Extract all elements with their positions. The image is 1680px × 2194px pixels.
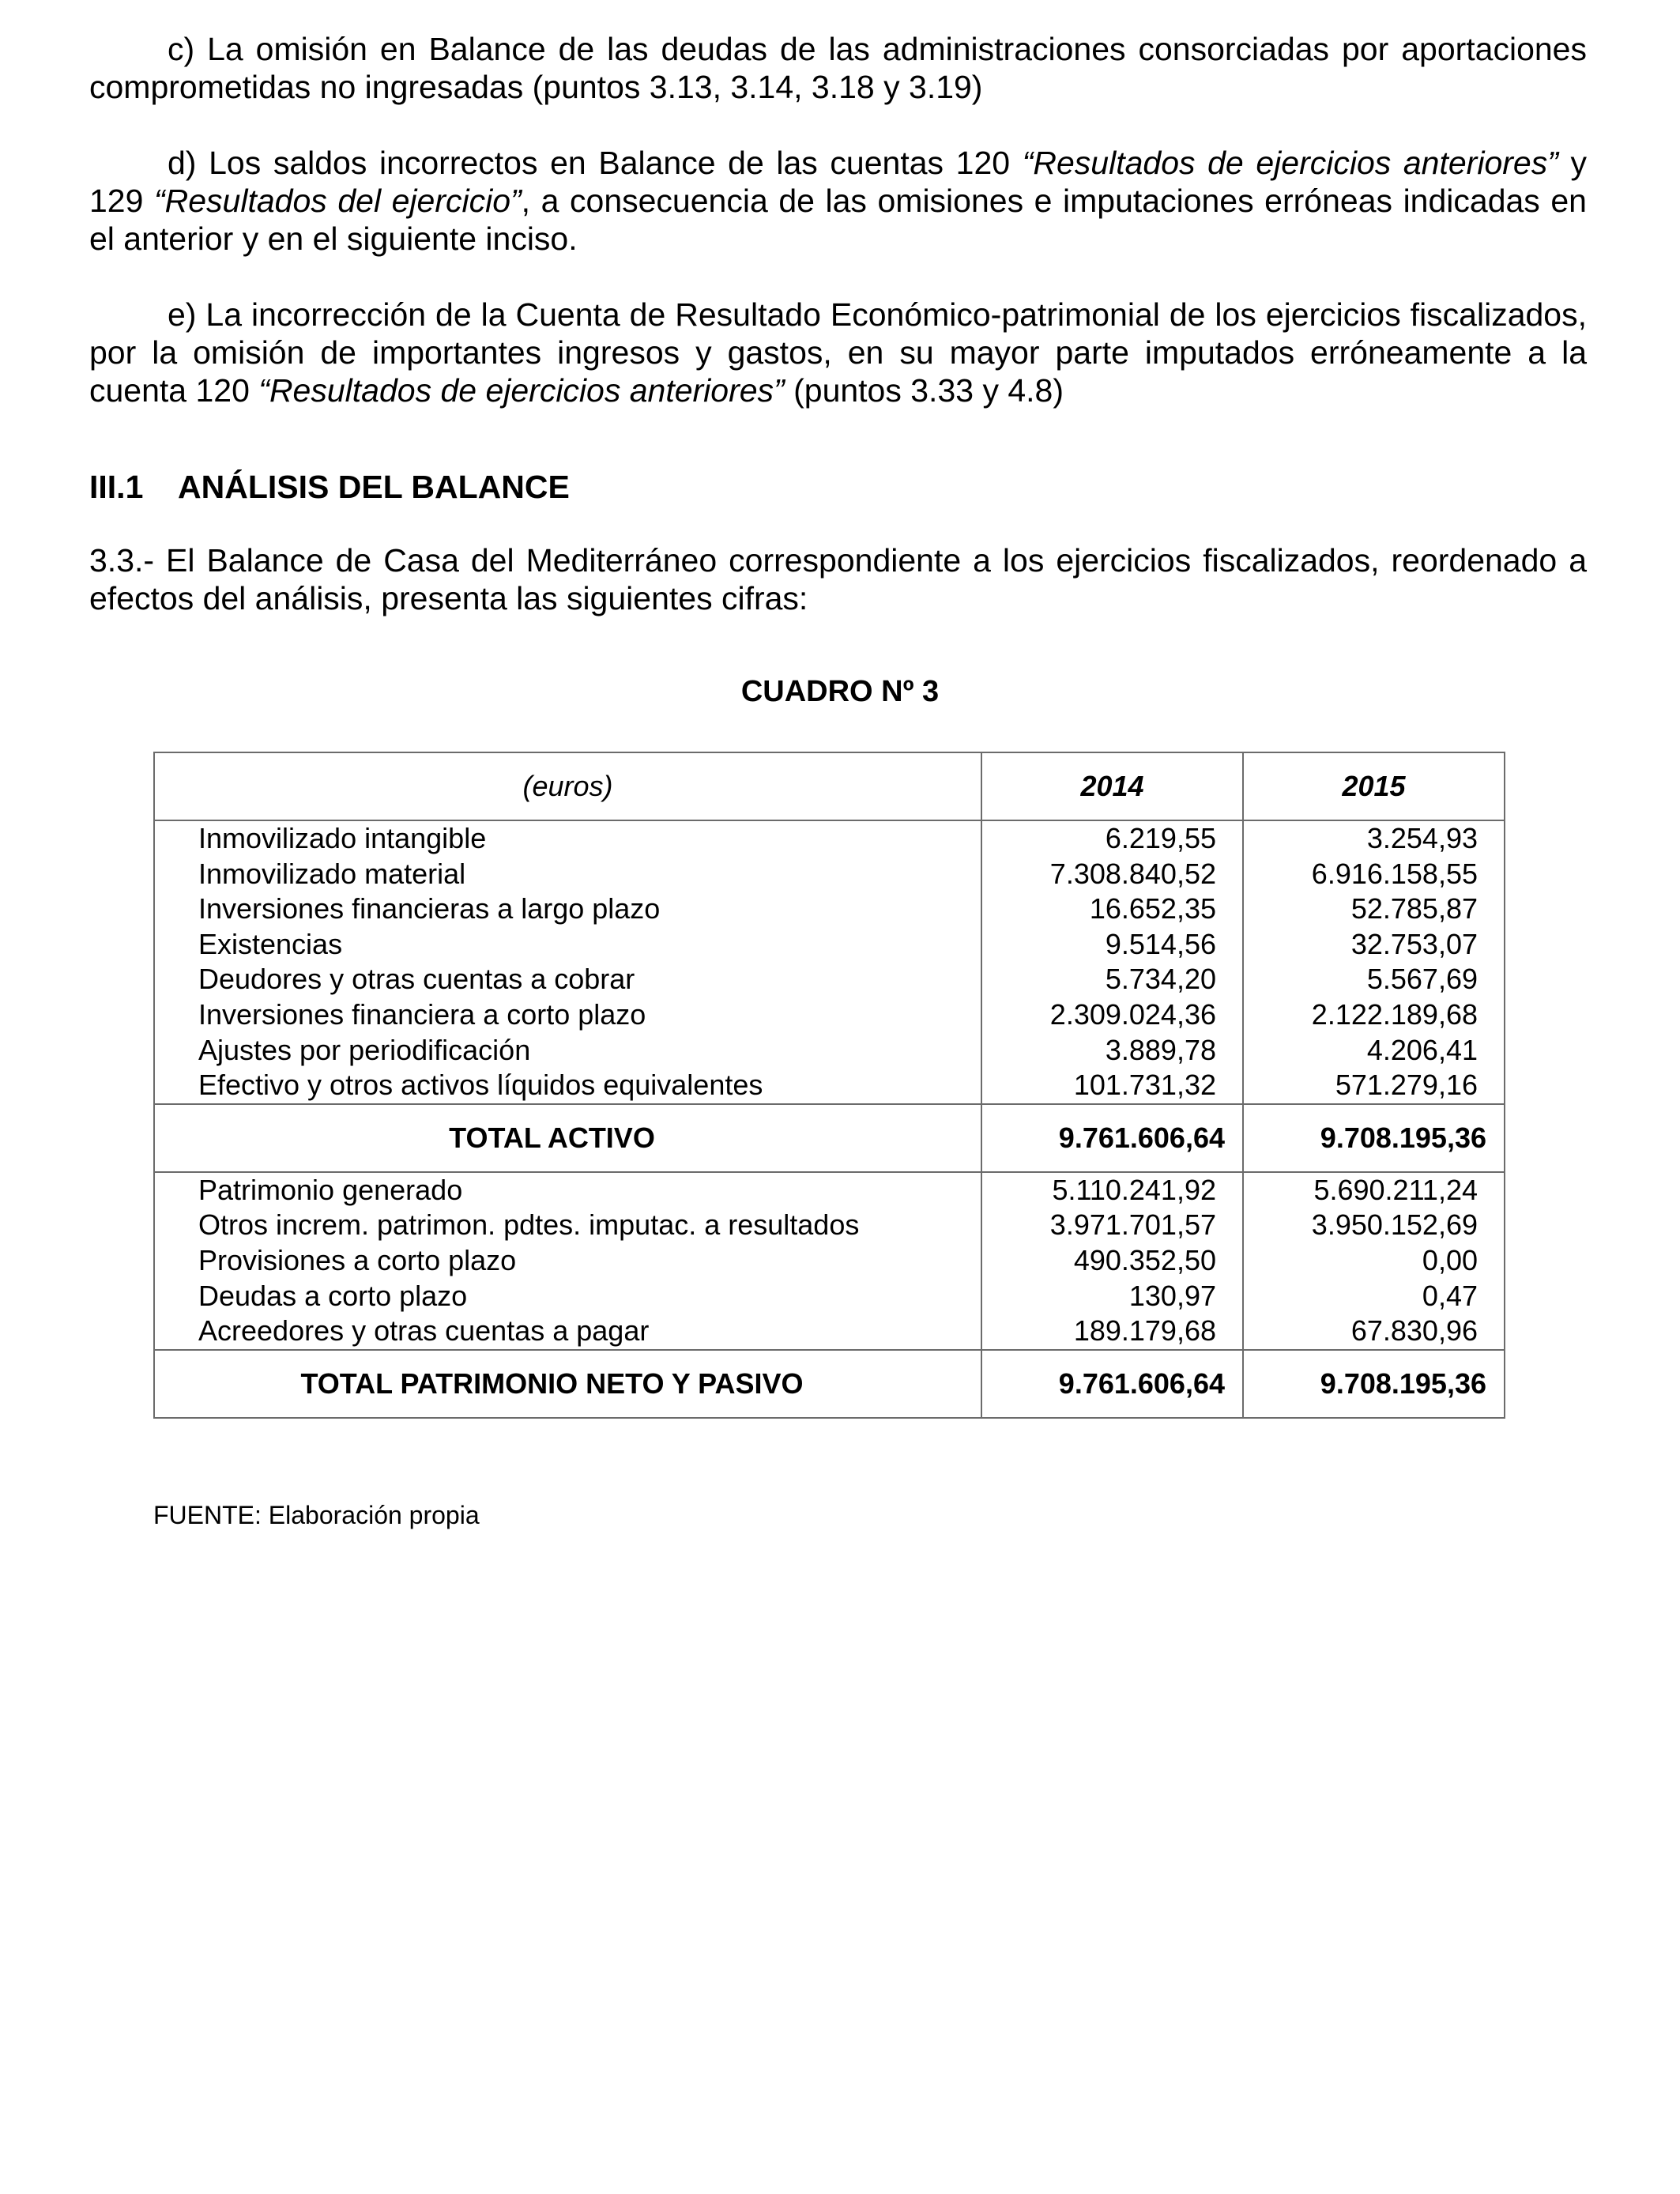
paragraph-e-quote-1: “Resultados de ejercicios anteriores” bbox=[258, 372, 785, 409]
pasivo-labels bbox=[154, 1172, 981, 1350]
paragraph-c bbox=[89, 30, 1587, 106]
activo-value-2014: 5.734,20 bbox=[1105, 963, 1216, 996]
section-heading bbox=[89, 467, 570, 507]
section-number: III.1 bbox=[89, 469, 144, 505]
pasivo-value-2014: 5.110.241,92 bbox=[1052, 1173, 1216, 1206]
year-header-2014: 2014 bbox=[981, 752, 1243, 820]
activo-value-2014: 3.889,78 bbox=[1105, 1033, 1216, 1066]
activo-value-2015: 2.122.189,68 bbox=[1311, 997, 1478, 1031]
pasivo-value-2015: 0,47 bbox=[1422, 1279, 1478, 1312]
pasivo-label: Provisiones a corto plazo bbox=[198, 1243, 517, 1276]
pasivo-label: Patrimonio generado bbox=[198, 1173, 463, 1206]
table-source: FUENTE: Elaboración propia bbox=[153, 1501, 480, 1529]
pasivo-value-2014: 490.352,50 bbox=[1073, 1243, 1216, 1276]
paragraph-d-quote-1: “Resultados de ejercicios anteriores” bbox=[1022, 145, 1558, 181]
paragraph-d-text-2: y 129 bbox=[89, 145, 1587, 219]
section-title: ANÁLISIS DEL BALANCE bbox=[178, 469, 570, 505]
pasivo-label: Deudas a corto plazo bbox=[198, 1279, 468, 1312]
pasivo-label: Otros increm. patrimon. pdtes. imputac. a resultados bbox=[198, 1208, 860, 1242]
paragraph-d-text-3: , a consecuencia de las omisiones e imputaciones erróneas indicadas en el anterior y en el siguiente inciso. bbox=[89, 183, 1587, 257]
activo-value-2014: 2.309.024,36 bbox=[1049, 997, 1216, 1031]
activo-label: Inmovilizado material bbox=[198, 857, 466, 890]
total-pasivo-row bbox=[154, 1350, 1505, 1418]
pasivo-values-2015 bbox=[1243, 1172, 1505, 1350]
activo-value-2015: 4.206,41 bbox=[1366, 1033, 1478, 1066]
paragraph-d-text-1: d) Los saldos incorrectos en Balance de las cuentas 120 bbox=[168, 145, 1023, 181]
total-activo-2015: 9.708.195,36 bbox=[1243, 1104, 1505, 1172]
pasivo-block bbox=[154, 1172, 1505, 1350]
total-pasivo-2014: 9.761.606,64 bbox=[981, 1350, 1243, 1418]
total-activo-2014: 9.761.606,64 bbox=[981, 1104, 1243, 1172]
pasivo-value-2014: 3.971.701,57 bbox=[1049, 1208, 1216, 1242]
activo-value-2014: 6.219,55 bbox=[1105, 822, 1216, 854]
activo-value-2014: 9.514,56 bbox=[1105, 927, 1216, 960]
unit-label: (euros) bbox=[154, 752, 981, 820]
table-title: CUADRO Nº 3 bbox=[740, 675, 940, 708]
pasivo-value-2015: 5.690.211,24 bbox=[1313, 1173, 1478, 1206]
activo-label: Efectivo y otros activos líquidos equivalentes bbox=[198, 1069, 763, 1102]
activo-value-2015: 3.254,93 bbox=[1366, 822, 1478, 854]
intro-paragraph bbox=[89, 541, 1587, 617]
pasivo-value-2014: 189.179,68 bbox=[1073, 1314, 1216, 1348]
pasivo-values-2014 bbox=[981, 1172, 1243, 1350]
activo-label: Inversiones financieras a largo plazo bbox=[198, 892, 661, 925]
activo-label: Existencias bbox=[198, 927, 343, 960]
paragraph-d-quote-2: “Resultados del ejercicio” bbox=[153, 183, 522, 219]
pasivo-value-2015: 67.830,96 bbox=[1350, 1314, 1478, 1348]
activo-value-2015: 5.567,69 bbox=[1366, 963, 1478, 996]
paragraph-c-text: c) La omisión en Balance de las deudas de las administraciones consorciadas por aportaciones comprometidas no ingresadas (puntos 3.13, 3.14, 3.18 y 3.19) bbox=[89, 31, 1587, 105]
activo-value-2014: 7.308.840,52 bbox=[1049, 857, 1216, 890]
paragraph-e bbox=[89, 296, 1587, 409]
total-pasivo-2015: 9.708.195,36 bbox=[1243, 1350, 1505, 1418]
activo-value-2015: 32.753,07 bbox=[1350, 927, 1478, 960]
balance-table bbox=[153, 752, 1505, 1419]
pasivo-value-2015: 0,00 bbox=[1422, 1243, 1478, 1276]
activo-block bbox=[154, 820, 1505, 1104]
pasivo-label: Acreedores y otras cuentas a pagar bbox=[198, 1314, 650, 1348]
total-activo-row bbox=[154, 1104, 1505, 1172]
activo-value-2015: 6.916.158,55 bbox=[1311, 857, 1478, 890]
activo-value-2015: 571.279,16 bbox=[1335, 1069, 1478, 1102]
activo-value-2014: 101.731,32 bbox=[1073, 1069, 1216, 1102]
total-activo-label: TOTAL ACTIVO bbox=[154, 1104, 981, 1172]
paragraph-e-text-1: e) La incorrección de la Cuenta de Resultado Económico-patrimonial de los ejercicios fiscalizados, por la omisión de importantes ingresos y gastos, en su mayor parte imputados erróneamente a la cuenta 120 bbox=[89, 296, 1587, 409]
activo-label: Ajustes por periodificación bbox=[198, 1033, 531, 1066]
intro-text: 3.3.- El Balance de Casa del Mediterráneo correspondiente a los ejercicios fiscalizados, reordenado a efectos del análisis, presenta las siguientes cifras: bbox=[89, 542, 1587, 616]
activo-label: Inversiones financiera a corto plazo bbox=[198, 997, 646, 1031]
pasivo-value-2015: 3.950.152,69 bbox=[1311, 1208, 1478, 1242]
pasivo-value-2014: 130,97 bbox=[1128, 1279, 1216, 1312]
activo-labels bbox=[154, 820, 981, 1104]
paragraph-d bbox=[89, 144, 1587, 258]
total-pasivo-label: TOTAL PATRIMONIO NETO Y PASIVO bbox=[154, 1350, 981, 1418]
activo-value-2015: 52.785,87 bbox=[1350, 892, 1478, 925]
year-header-2015: 2015 bbox=[1243, 752, 1505, 820]
activo-label: Deudores y otras cuentas a cobrar bbox=[198, 963, 635, 996]
activo-values-2014 bbox=[981, 820, 1243, 1104]
table-header-row bbox=[154, 752, 1505, 820]
paragraph-e-text-2: (puntos 3.33 y 4.8) bbox=[784, 372, 1064, 409]
activo-label: Inmovilizado intangible bbox=[198, 822, 487, 854]
activo-values-2015 bbox=[1243, 820, 1505, 1104]
activo-value-2014: 16.652,35 bbox=[1089, 892, 1216, 925]
